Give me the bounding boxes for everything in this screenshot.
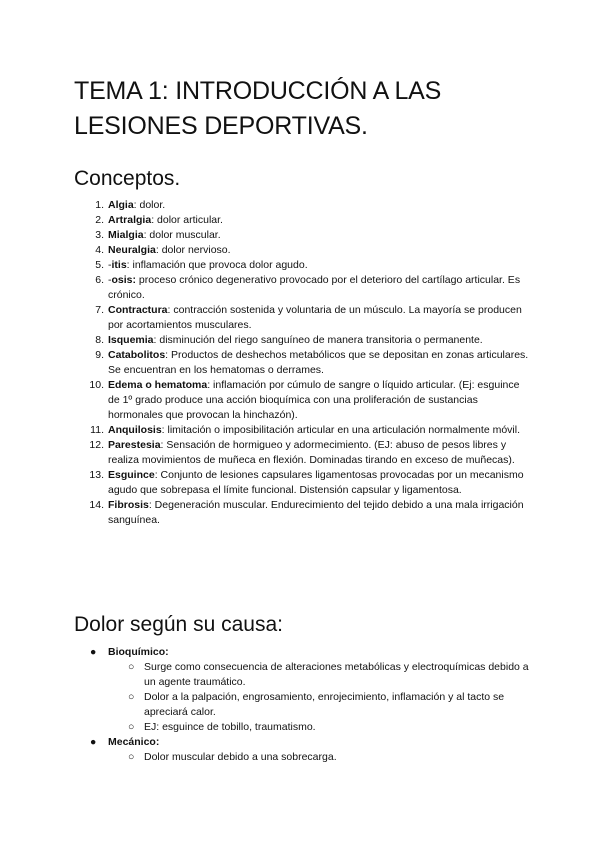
concept-item <box>74 258 534 273</box>
cause-subitem-text: EJ: esguince de tobillo, traumatismo. <box>144 721 316 733</box>
cause-sublist <box>108 750 540 765</box>
list-number: 9. <box>95 349 104 361</box>
concept-definition: : Conjunto de lesiones capsulares ligamentosas provocadas por un mecanismo agudo que sobrepasa el límite funcional. Distensión capsular y ligamentosa. <box>108 469 524 496</box>
section-heading-dolor: Dolor según su causa: <box>74 613 283 636</box>
concept-term: Algia <box>108 199 134 211</box>
circle-bullet-icon: ○ <box>128 661 135 673</box>
concept-definition: : limitación o imposibilitación articular en una articulación normalmente móvil. <box>161 424 520 436</box>
concept-term: Fibrosis <box>108 499 149 511</box>
concept-item <box>74 423 534 438</box>
list-number: 11. <box>90 424 104 436</box>
cause-subitem-text: Surge como consecuencia de alteraciones metabólicas y electroquímicas debido a un agente traumático. <box>144 661 529 688</box>
concept-item <box>74 198 534 213</box>
list-number: 2. <box>95 214 104 226</box>
circle-bullet-icon: ○ <box>128 691 135 703</box>
circle-bullet-icon: ○ <box>128 721 135 733</box>
list-number: 4. <box>95 244 104 256</box>
section-heading-conceptos: Conceptos. <box>74 167 181 190</box>
concept-definition: : dolor. <box>133 199 166 211</box>
concept-term: Parestesia <box>108 439 161 451</box>
concept-item <box>74 498 534 528</box>
concept-definition: : dolor articular. <box>151 214 223 226</box>
cause-subitem-text: Dolor a la palpación, engrosamiento, enrojecimiento, inflamación y al tacto se apreciará calor. <box>144 691 505 718</box>
concept-term: Artralgia <box>108 214 152 226</box>
concept-definition: : Productos de deshechos metabólicos que se depositan en zonas articulares. Se encuentran en los hematomas o derrames. <box>108 349 529 376</box>
cause-subitem <box>108 720 540 735</box>
concept-term: itis <box>111 259 127 271</box>
list-number: 7. <box>95 304 104 316</box>
term-prefix: - <box>108 259 112 271</box>
list-number: 6. <box>95 274 104 286</box>
concept-definition: : disminución del riego sanguíneo de manera transitoria o permanente. <box>153 334 483 346</box>
concept-item <box>74 378 534 423</box>
page-title: TEMA 1: INTRODUCCIÓN A LAS LESIONES DEPORTIVAS. <box>74 77 442 140</box>
concept-definition: proceso crónico degenerativo provocado por el deterioro del cartílago articular. Es crónico. <box>108 274 521 301</box>
bullet-icon: ● <box>90 736 97 748</box>
concepts-list <box>74 198 534 528</box>
concept-term: Esguince <box>108 469 155 481</box>
causes-list <box>90 645 540 765</box>
list-number: 13. <box>89 469 104 481</box>
cause-subitem <box>108 660 540 690</box>
concept-item <box>74 303 534 333</box>
list-number: 14. <box>89 499 104 511</box>
cause-label: Bioquímico: <box>108 646 169 658</box>
cause-item <box>90 645 540 735</box>
concept-term: Mialgia <box>108 229 144 241</box>
concept-term: Isquemia <box>108 334 154 346</box>
list-number: 5. <box>95 259 104 271</box>
concept-item <box>74 468 534 498</box>
cause-label: Mecánico: <box>108 736 160 748</box>
cause-item <box>90 735 540 765</box>
cause-sublist <box>108 660 540 735</box>
concept-item <box>74 243 534 258</box>
concept-definition: : contracción sostenida y voluntaria de un músculo. La mayoría se producen por acortamientos musculares. <box>108 304 522 331</box>
list-number: 12. <box>89 439 104 451</box>
bullet-icon: ● <box>90 646 97 658</box>
cause-subitem <box>108 690 540 720</box>
cause-subitem-text: Dolor muscular debido a una sobrecarga. <box>144 751 337 763</box>
concept-term: Neuralgia <box>108 244 156 256</box>
list-number: 1. <box>95 199 104 211</box>
concept-item <box>74 438 534 468</box>
concept-definition: : dolor muscular. <box>143 229 221 241</box>
term-prefix: - <box>108 274 112 286</box>
concept-definition: : inflamación que provoca dolor agudo. <box>126 259 308 271</box>
circle-bullet-icon: ○ <box>128 751 135 763</box>
concept-definition: : Sensación de hormigueo y adormecimiento. (EJ: abuso de pesos libres y realiza movimientos de muñeca en flexión. Dominadas tirando en exceso de muñecas). <box>108 439 515 466</box>
concept-definition: : dolor nervioso. <box>155 244 231 256</box>
cause-subitem <box>108 750 540 765</box>
concept-item <box>74 228 534 243</box>
concept-item <box>74 348 534 378</box>
concept-term: Catabolitos <box>108 349 166 361</box>
concept-item <box>74 273 534 303</box>
list-number: 3. <box>95 229 104 241</box>
concept-term: Edema o hematoma <box>108 379 208 391</box>
concept-term: Contractura <box>108 304 168 316</box>
concept-item <box>74 333 534 348</box>
concept-item <box>74 213 534 228</box>
list-number: 10. <box>89 379 104 391</box>
concept-term: osis: <box>111 274 137 286</box>
concept-term: Anquilosis <box>108 424 162 436</box>
concept-definition: : Degeneración muscular. Endurecimiento del tejido debido a una mala irrigación sanguínea. <box>108 499 524 526</box>
concept-definition: : inflamación por cúmulo de sangre o líquido articular. (Ej: esguince de 1º grado produce una acción bioquímica con una proliferación de sustancias hormonales que provocan la hinchazón). <box>108 379 520 421</box>
list-number: 8. <box>95 334 104 346</box>
